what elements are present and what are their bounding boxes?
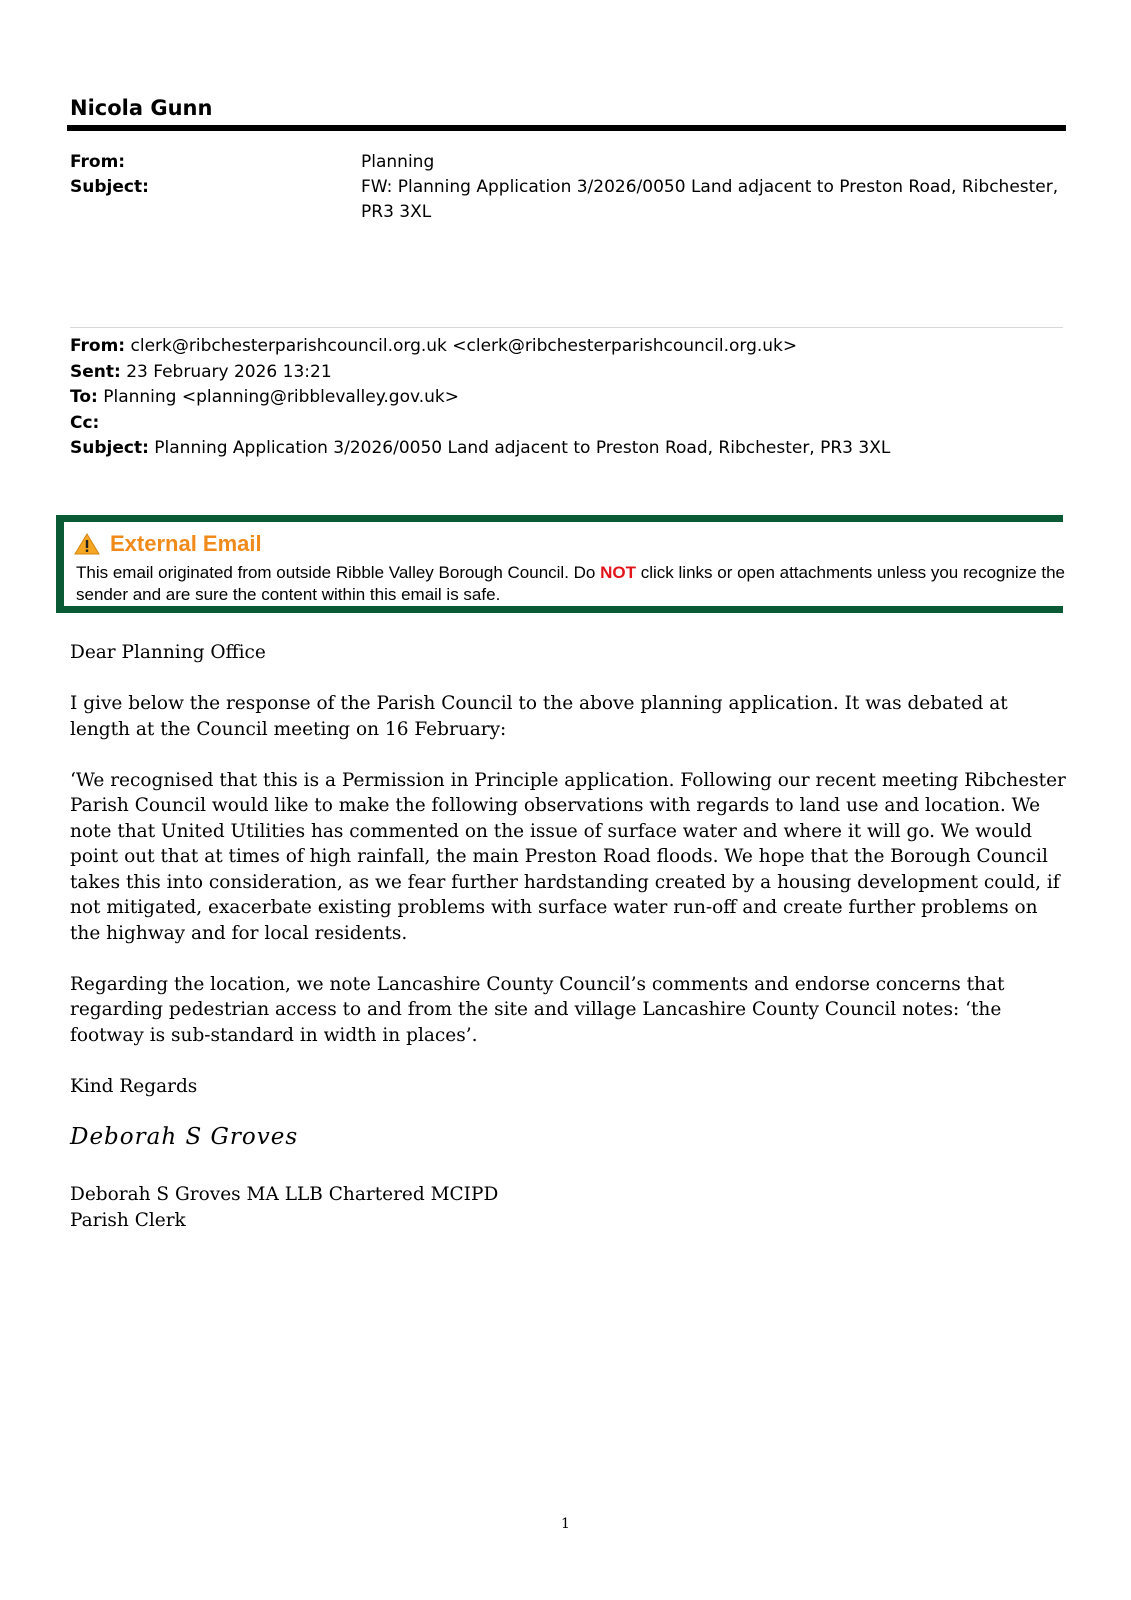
from-label: From: bbox=[70, 152, 126, 172]
email-body bbox=[70, 640, 1066, 1125]
fwd-subject-line bbox=[70, 436, 1070, 462]
external-email-title-text: External Email bbox=[110, 531, 262, 556]
fwd-sent-label: Sent: bbox=[70, 361, 121, 382]
fwd-to-line bbox=[70, 385, 1070, 411]
signature-name: Deborah S Groves MA LLB Chartered MCIPD bbox=[70, 1184, 499, 1205]
external-email-message bbox=[76, 562, 1066, 606]
forwarded-header bbox=[70, 334, 1070, 462]
fwd-cc-line bbox=[70, 411, 1070, 437]
external-email-banner bbox=[56, 515, 1066, 613]
warning-icon bbox=[74, 533, 100, 555]
subject-value: FW: Planning Application 3/2026/0050 Land adjacent to Preston Road, Ribchester, PR3 3XL bbox=[361, 177, 1059, 222]
outlook-subject-row bbox=[70, 175, 1060, 225]
body-paragraph: Regarding the location, we note Lancashire County Council’s comments and endorse concerns that regarding pedestrian access to and from the site and village Lancashire County Council notes: ‘the footway is sub-standard in width in places’. bbox=[70, 973, 1005, 1046]
fwd-to-value: Planning <planning@ribblevalley.gov.uk> bbox=[103, 387, 459, 407]
fwd-subject-label: Subject: bbox=[70, 438, 149, 458]
fwd-from-label: From: bbox=[70, 336, 126, 356]
header-rule bbox=[67, 125, 1066, 131]
body-paragraph: I give below the response of the Parish Council to the above planning application. It was debated at length at the Council meeting on 16 February: bbox=[70, 693, 1008, 740]
separator-rule bbox=[70, 327, 1063, 328]
outlook-from-row bbox=[70, 150, 1060, 175]
mailbox-owner-name: Nicola Gunn bbox=[70, 96, 213, 120]
fwd-subject-value: Planning Application 3/2026/0050 Land adjacent to Preston Road, Ribchester, PR3 3XL bbox=[154, 438, 891, 458]
signature-block bbox=[70, 1182, 498, 1233]
outlook-header bbox=[70, 150, 1060, 225]
external-email-title bbox=[74, 531, 262, 557]
handwritten-signature: Deborah S Groves bbox=[70, 1124, 299, 1150]
closing: Kind Regards bbox=[70, 1075, 198, 1097]
fwd-to-label: To: bbox=[70, 387, 98, 407]
fwd-cc-label: Cc: bbox=[70, 412, 100, 433]
fwd-sent-line bbox=[70, 360, 1070, 386]
page-number: 1 bbox=[561, 1516, 570, 1532]
from-value: Planning bbox=[361, 152, 435, 172]
external-text-emphasis: NOT bbox=[600, 563, 637, 582]
greeting: Dear Planning Office bbox=[70, 642, 266, 663]
fwd-sent-value: 23 February 2026 13:21 bbox=[126, 361, 332, 382]
subject-label: Subject: bbox=[70, 177, 149, 197]
external-text-after: click links or open attachments unless you recognize the sender and are sure the content within this email is safe. bbox=[76, 563, 1066, 604]
fwd-from-line bbox=[70, 334, 1070, 360]
external-text-before: This email originated from outside Ribble Valley Borough Council. Do bbox=[76, 563, 601, 582]
fwd-from-value: clerk@ribchesterparishcouncil.org.uk <clerk@ribchesterparishcouncil.org.uk> bbox=[130, 336, 798, 356]
body-paragraph: ‘We recognised that this is a Permission in Principle application. Following our recent meeting Ribchester Parish Council would like to make the following observations with regards to land use and location. We note that United Utilities has commented on the issue of surface water and where it will go. We would point out that at times of high rainfall, the main Preston Road floods. We hope that the Borough Council takes this into consideration, as we fear further hardstanding created by a housing development could, if not mitigated, exacerbate existing problems with surface water run-off and create further problems on the highway and for local residents. bbox=[70, 769, 1066, 944]
signature-title: Parish Clerk bbox=[70, 1209, 186, 1231]
